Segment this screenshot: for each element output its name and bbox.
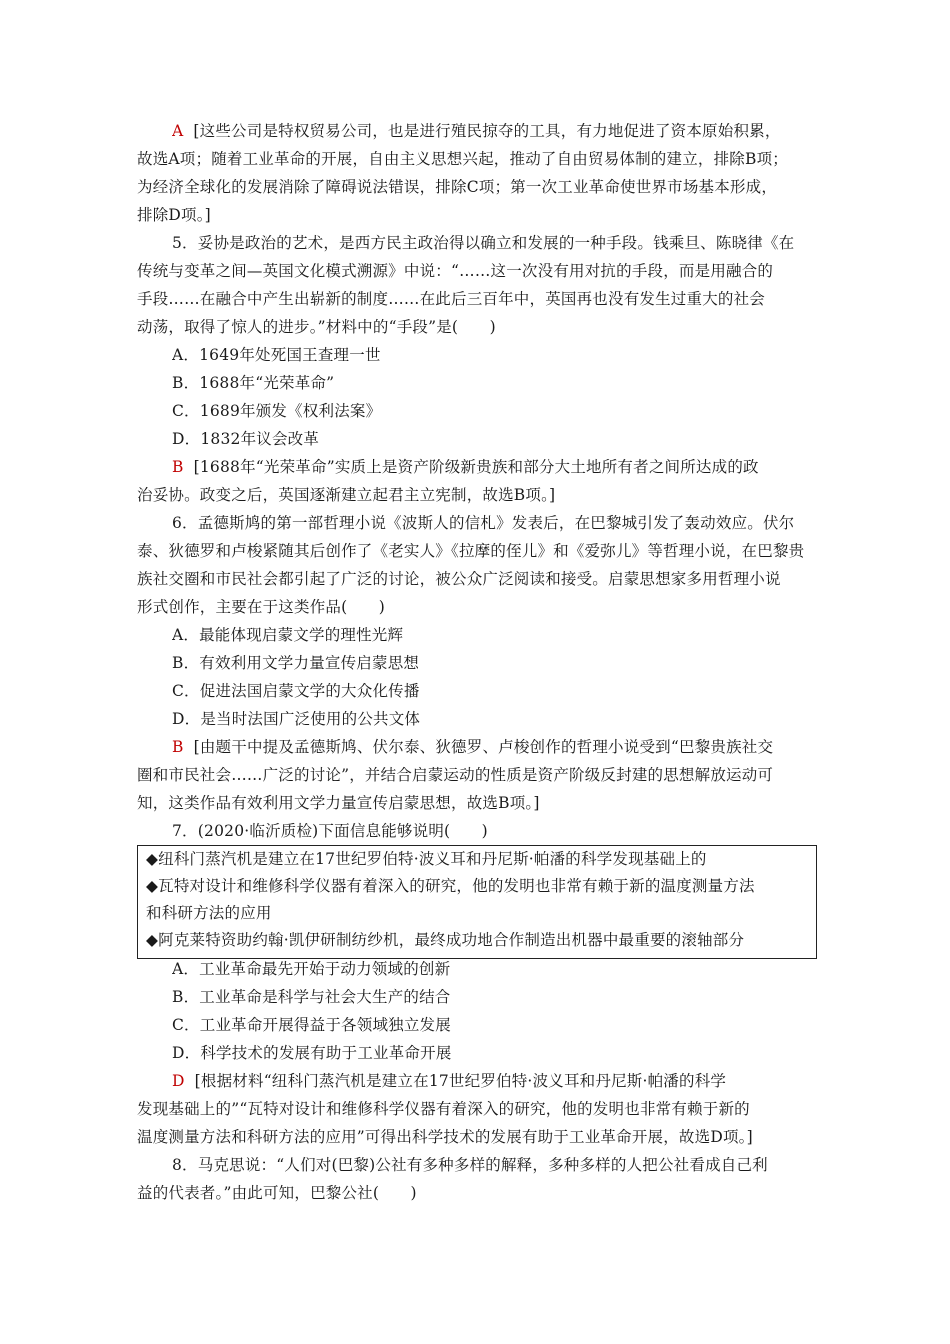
q7-option-d: D．科学技术的发展有助于工业革命开展	[172, 1044, 452, 1062]
q7-explanation-line: D [根据材料“纽科门蒸汽机是建立在17世纪罗伯特·波义耳和丹尼斯·帕潘的科学	[172, 1072, 727, 1090]
q8-stem-line: 益的代表者。”由此可知，巴黎公社( )	[137, 1184, 417, 1202]
q5-option-c: C．1689年颁发《权利法案》	[172, 402, 382, 420]
q6-stem-line: 6．孟德斯鸠的第一部哲理小说《波斯人的信札》发表后，在巴黎城引发了轰动效应。伏尔	[172, 514, 795, 532]
q7-material-line: ◆瓦特对设计和维修科学仪器有着深入的研究，他的发明也非常有赖于新的温度测量方法	[146, 877, 755, 895]
q5-stem-line: 传统与变革之间—英国文化模式溯源》中说：“……这一次没有用对抗的手段，而是用融合的	[137, 262, 774, 280]
q5-explanation-line: B [1688年“光荣革命”实质上是资产阶级新贵族和部分大土地所有者之间所达成的政	[172, 458, 759, 476]
q6-option-a: A．最能体现启蒙文学的理性光辉	[172, 626, 404, 644]
q7-stem-line: 7．(2020·临沂质检)下面信息能够说明( )	[172, 822, 488, 840]
q6-option-c: C．促进法国启蒙文学的大众化传播	[172, 682, 420, 700]
q7-option-b: B．工业革命是科学与社会大生产的结合	[172, 988, 451, 1006]
q7-material-box	[137, 845, 817, 959]
q5-stem-line: 5．妥协是政治的艺术，是西方民主政治得以确立和发展的一种手段。钱乘旦、陈晓律《在	[172, 234, 795, 252]
q4-explanation-line: A [这些公司是特权贸易公司，也是进行殖民掠夺的工具，有力地促进了资本原始积累，	[172, 122, 781, 140]
q6-option-b: B．有效利用文学力量宣传启蒙思想	[172, 654, 420, 672]
q7-material-line: ◆阿克莱特资助约翰·凯伊研制纺纱机，最终成功地合作制造出机器中最重要的滚轴部分	[146, 931, 745, 949]
q5-answer: B	[172, 458, 184, 476]
q4-explanation-line: 排除D项。]	[137, 206, 211, 224]
q5-option-b: B．1688年“光荣革命”	[172, 374, 335, 392]
q6-stem-line: 族社交圈和市民社会都引起了广泛的讨论，被公众广泛阅读和接受。启蒙思想家多用哲理小说	[137, 570, 781, 588]
q7-option-a: A．工业革命最先开始于动力领域的创新	[172, 960, 451, 978]
q4-explanation-line: 为经济全球化的发展消除了障碍说法错误，排除C项；第一次工业革命使世界市场基本形成，	[137, 178, 778, 196]
q8-stem-line: 8．马克思说：“人们对(巴黎)公社有多种多样的解释，多种多样的人把公社看成自己利	[172, 1156, 768, 1174]
q7-explanation-line: 温度测量方法和科研方法的应用”可得出科学技术的发展有助于工业革命开展，故选D项。]	[137, 1128, 753, 1146]
q4-explanation-line: 故选A项；随着工业革命的开展，自由主义思想兴起，推动了自由贸易体制的建立，排除B项；	[137, 150, 788, 168]
q7-material-line: 和科研方法的应用	[146, 904, 272, 922]
q7-answer: D	[172, 1072, 185, 1090]
q5-option-a: A．1649年处死国王查理一世	[172, 346, 381, 364]
q6-explanation-line: 知，这类作品有效利用文学力量宣传启蒙思想，故选B项。]	[137, 794, 540, 812]
q5-stem-line: 手段……在融合中产生出崭新的制度……在此后三百年中，英国再也没有发生过重大的社会	[137, 290, 766, 308]
q5-option-d: D．1832年议会改革	[172, 430, 320, 448]
q7-material-line: ◆纽科门蒸汽机是建立在17世纪罗伯特·波义耳和丹尼斯·帕潘的科学发现基础上的	[146, 850, 707, 868]
q7-option-c: C．工业革命开展得益于各领域独立发展	[172, 1016, 451, 1034]
q6-explanation-line: B [由题干中提及孟德斯鸠、伏尔泰、狄德罗、卢梭创作的哲理小说受到“巴黎贵族社交	[172, 738, 774, 756]
q7-explanation-line: 发现基础上的”“瓦特对设计和维修科学仪器有着深入的研究，他的发明也非常有赖于新的	[137, 1100, 750, 1118]
q6-explanation-line: 圈和市民社会……广泛的讨论”，并结合启蒙运动的性质是资产阶级反封建的思想解放运动可	[137, 766, 774, 784]
q6-option-d: D．是当时法国广泛使用的公共文体	[172, 710, 421, 728]
q6-answer: B	[172, 738, 184, 756]
q5-stem-line: 动荡，取得了惊人的进步。”材料中的“手段”是( )	[137, 318, 496, 336]
q6-stem-line: 泰、狄德罗和卢梭紧随其后创作了《老实人》《拉摩的侄儿》和《爱弥儿》等哲理小说，在巴黎贵	[137, 542, 805, 560]
q4-answer: A	[172, 122, 184, 140]
q5-explanation-line: 治妥协。政变之后，英国逐渐建立起君主立宪制，故选B项。]	[137, 486, 556, 504]
q6-stem-line: 形式创作，主要在于这类作品( )	[137, 598, 385, 616]
